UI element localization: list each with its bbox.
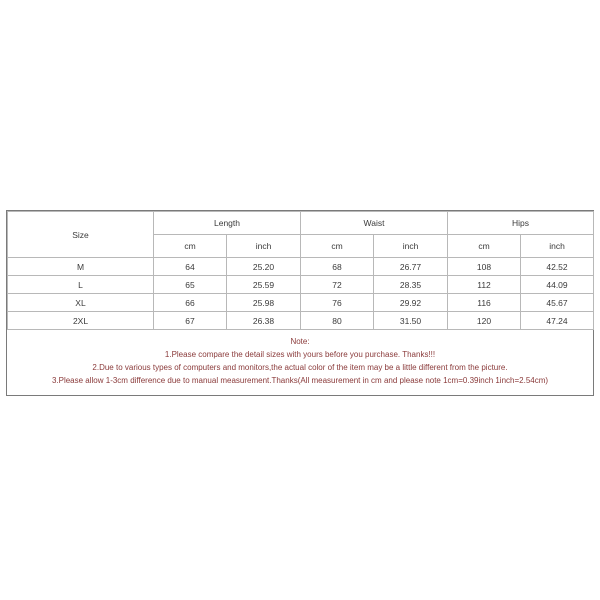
- table-row: [8, 258, 594, 276]
- header-row-groups: [8, 212, 594, 235]
- size-cell: XL: [8, 294, 154, 312]
- table-cell: 68: [301, 258, 374, 276]
- table-cell: 112: [448, 276, 521, 294]
- table-cell: 45.67: [521, 294, 594, 312]
- table-cell: 29.92: [374, 294, 448, 312]
- unit-header: inch: [374, 235, 448, 258]
- table-cell: 25.20: [227, 258, 301, 276]
- note-line: 2.Due to various types of computers and monitors,the actual color of the item may be a little different from the picture.: [92, 363, 508, 372]
- table-cell: 47.24: [521, 312, 594, 330]
- table-cell: 44.09: [521, 276, 594, 294]
- table-row: [8, 294, 594, 312]
- table-cell: 64: [154, 258, 227, 276]
- unit-header: inch: [521, 235, 594, 258]
- table-cell: 80: [301, 312, 374, 330]
- table-cell: 108: [448, 258, 521, 276]
- size-chart: [6, 210, 594, 396]
- table-cell: 65: [154, 276, 227, 294]
- table-cell: 28.35: [374, 276, 448, 294]
- hips-group-header: Hips: [448, 212, 594, 235]
- table-cell: 66: [154, 294, 227, 312]
- table-row: [8, 312, 594, 330]
- table-cell: 26.38: [227, 312, 301, 330]
- unit-header: cm: [154, 235, 227, 258]
- table-cell: 120: [448, 312, 521, 330]
- length-group-header: Length: [154, 212, 301, 235]
- size-table: [7, 211, 594, 330]
- waist-group-header: Waist: [301, 212, 448, 235]
- size-column-header: Size: [8, 212, 154, 258]
- table-cell: 76: [301, 294, 374, 312]
- table-cell: 42.52: [521, 258, 594, 276]
- size-cell: L: [8, 276, 154, 294]
- table-cell: 25.98: [227, 294, 301, 312]
- note-line: 3.Please allow 1-3cm difference due to manual measurement.Thanks(All measurement in cm and please note 1cm=0.39inch 1inch=2.54cm): [51, 376, 549, 385]
- table-cell: 116: [448, 294, 521, 312]
- table-cell: 72: [301, 276, 374, 294]
- table-row: [8, 276, 594, 294]
- table-cell: 26.77: [374, 258, 448, 276]
- size-cell: M: [8, 258, 154, 276]
- unit-header: cm: [448, 235, 521, 258]
- unit-header: cm: [301, 235, 374, 258]
- table-cell: 67: [154, 312, 227, 330]
- table-cell: 31.50: [374, 312, 448, 330]
- notes-title: Note:: [290, 337, 310, 346]
- notes-section: [7, 335, 593, 387]
- unit-header: inch: [227, 235, 301, 258]
- note-line: 1.Please compare the detail sizes with yours before you purchase. Thanks!!!: [164, 350, 436, 359]
- size-cell: 2XL: [8, 312, 154, 330]
- table-cell: 25.59: [227, 276, 301, 294]
